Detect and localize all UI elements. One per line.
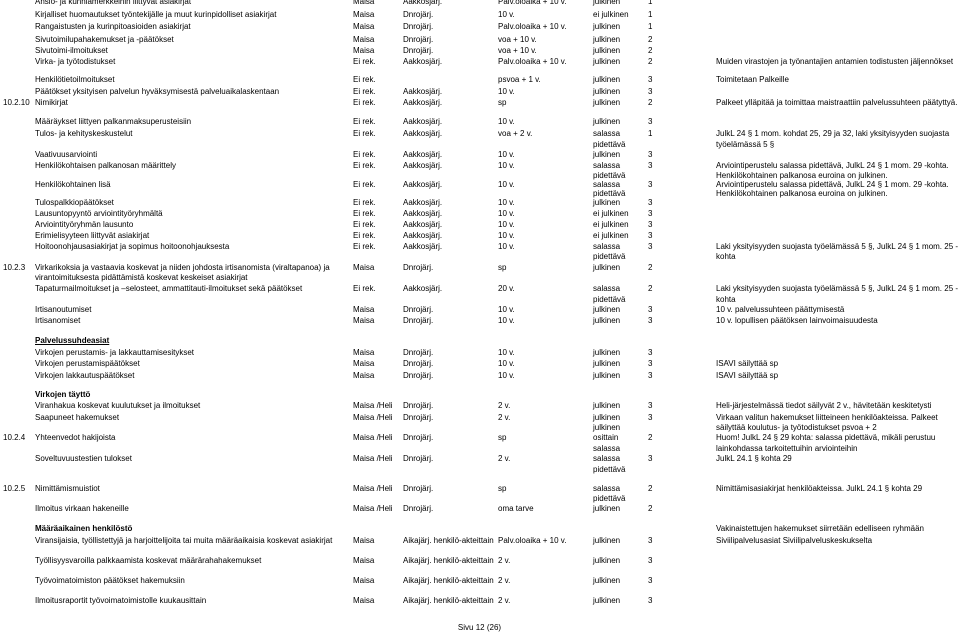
retention-period: Palv.oloaika + 10 v. — [498, 57, 567, 66]
record-organizer: Ei rek. — [353, 198, 376, 207]
record-arrangement: Aakkosjärj. — [403, 0, 443, 6]
record-arrangement: Aakkosjärj. — [403, 231, 443, 240]
record-organizer: Ei rek. — [353, 180, 376, 189]
publicity-status: julkinen — [593, 556, 621, 565]
publicity-status: julkinen — [593, 117, 621, 126]
security-class: 3 — [648, 220, 653, 229]
record-name: Henkilökohtaisen palkanosan määrittely — [35, 161, 176, 170]
record-arrangement: Dnrojärj. — [403, 46, 434, 55]
record-arrangement: Aakkosjärj. — [403, 161, 443, 170]
publicity-status: osittain — [593, 433, 619, 442]
record-organizer: Ei rek. — [353, 87, 376, 96]
retention-period: 10 v. — [498, 231, 515, 240]
section-number: 10.2.4 — [3, 433, 26, 442]
record-name: Virkarikoksia ja vastaavia koskevat ja niiden johdosta irtisanomista (viraltapanoa) ja — [35, 263, 330, 272]
security-class: 2 — [648, 35, 653, 44]
record-note: Laki yksityisyyden suojasta työelämässä 5 §, JulkL 24 § 1 mom. 25 - — [716, 242, 959, 251]
publicity-status: julkinen — [593, 576, 621, 585]
retention-period: Palv.oloaika + 10 v. — [498, 22, 567, 31]
record-name: Nimikirjat — [35, 98, 68, 107]
record-arrangement: Dnrojärj. — [403, 348, 434, 357]
record-note: Muiden virastojen ja työnantajien antamien todistusten jäljennökset — [716, 57, 954, 66]
record-name: Sivutoimilupahakemukset ja -päätökset — [35, 35, 174, 44]
record-arrangement: Dnrojärj. — [403, 371, 434, 380]
record-arrangement: Aakkosjärj. — [403, 242, 443, 251]
record-name: Hoitoonohjausasiakirjat ja sopimus hoitoonohjauksesta — [35, 242, 230, 251]
retention-period: 10 v. — [498, 180, 515, 189]
security-class: 3 — [648, 536, 653, 545]
retention-period: 10 v. — [498, 10, 515, 19]
publicity-status: julkinen — [593, 150, 621, 159]
retention-period: 10 v. — [498, 305, 515, 314]
record-arrangement: Dnrojärj. — [403, 316, 434, 325]
record-organizer: Maisa /Heli — [353, 484, 393, 493]
record-note: JulkL 24 § 1 mom. kohdat 25, 29 ja 32, laki yksityisyyden suojasta — [716, 129, 950, 138]
record-note: Laki yksityisyyden suojasta työelämässä 5 §, JulkL 24 § 1 mom. 25 - — [716, 284, 959, 293]
record-note: Palkeet ylläpitää ja toimittaa maistraattiin palvelussuhteen päätyttyä. — [716, 98, 958, 107]
security-class: 3 — [648, 576, 653, 585]
security-class: 3 — [648, 454, 653, 463]
retention-period: 2 v. — [498, 556, 511, 565]
security-class: 3 — [648, 242, 653, 251]
record-organizer: Maisa — [353, 359, 375, 368]
record-name: Soveltuvuustestien tulokset — [35, 454, 132, 463]
security-class: 3 — [648, 413, 653, 422]
publicity-status: pidettävä — [593, 171, 626, 180]
publicity-status: julkinen — [593, 596, 621, 605]
publicity-status: ei julkinen — [593, 209, 629, 218]
record-organizer: Maisa — [353, 536, 375, 545]
record-note: Arviointiperustelu salassa pidettävä, JulkL 24 § 1 mom. 29 -kohta. — [716, 180, 949, 189]
record-organizer: Ei rek. — [353, 75, 376, 84]
record-note: työelämässä 5 § — [716, 140, 775, 149]
publicity-status: julkinen — [593, 87, 621, 96]
retention-period: 2 v. — [498, 596, 511, 605]
retention-period: 10 v. — [498, 150, 515, 159]
retention-period: 10 v. — [498, 348, 515, 357]
record-organizer: Ei rek. — [353, 231, 376, 240]
record-organizer: Maisa — [353, 22, 375, 31]
publicity-status: julkinen — [593, 423, 621, 432]
record-organizer: Ei rek. — [353, 98, 376, 107]
record-organizer: Ei rek. — [353, 150, 376, 159]
publicity-status: julkinen — [593, 401, 621, 410]
publicity-status: julkinen — [593, 305, 621, 314]
security-class: 2 — [648, 433, 653, 442]
record-name: Arviointityöryhmän lausunto — [35, 220, 134, 229]
record-note: säilyttää koulutus- ja työtodistukset psvoa + 2 — [716, 423, 877, 432]
record-organizer: Ei rek. — [353, 117, 376, 126]
record-organizer: Maisa /Heli — [353, 401, 393, 410]
retention-period: Palv.oloaika + 10 v. — [498, 0, 567, 6]
record-note: Nimittämisasiakirjat henkilöakteissa. JulkL 24.1 § kohta 29 — [716, 484, 923, 493]
security-class: 3 — [648, 231, 653, 240]
security-class: 1 — [648, 22, 653, 31]
record-name: Irtisanoutumiset — [35, 305, 92, 314]
record-organizer: Ei rek. — [353, 242, 376, 251]
record-organizer: Maisa — [353, 596, 375, 605]
record-organizer: Maisa — [353, 46, 375, 55]
security-class: 3 — [648, 161, 653, 170]
publicity-status: pidettävä — [593, 140, 626, 149]
record-note: lainkohdassa tarkoitettuihin arviointeihin — [716, 444, 858, 453]
record-name: Sivutoimi-ilmoitukset — [35, 46, 108, 55]
record-organizer: Ei rek. — [353, 161, 376, 170]
retention-period: 10 v. — [498, 198, 515, 207]
record-organizer: Maisa — [353, 348, 375, 357]
section-heading: Palvelussuhdeasiat — [35, 336, 110, 345]
record-organizer: Ei rek. — [353, 284, 376, 293]
retention-period: 10 v. — [498, 87, 515, 96]
security-class: 2 — [648, 284, 653, 293]
record-arrangement: Dnrojärj. — [403, 401, 434, 410]
section-number: 10.2.3 — [3, 263, 26, 272]
publicity-status: julkinen — [593, 98, 621, 107]
retention-period: 2 v. — [498, 413, 511, 422]
record-organizer: Maisa — [353, 316, 375, 325]
publicity-status: julkinen — [593, 348, 621, 357]
record-arrangement: Dnrojärj. — [403, 263, 434, 272]
publicity-status: pidettävä — [593, 465, 626, 474]
record-name: virantoimituksesta pidättämistä koskevat keskeiset asiakirjat — [35, 273, 248, 282]
publicity-status: salassa — [593, 161, 621, 170]
record-name: Virkojen perustamis- ja lakkauttamisesitykset — [35, 348, 195, 357]
record-name: Saapuneet hakemukset — [35, 413, 120, 422]
record-name: Yhteenvedot hakijoista — [35, 433, 116, 442]
record-name: Henkilökohtainen lisä — [35, 180, 111, 189]
record-name: Työvoimatoimiston päätökset hakemuksiin — [35, 576, 185, 585]
publicity-status: pidettävä — [593, 189, 626, 198]
retention-period: 10 v. — [498, 371, 515, 380]
record-name: Erimielisyyteen liittyvät asiakirjat — [35, 231, 150, 240]
security-class: 3 — [648, 87, 653, 96]
security-class: 2 — [648, 484, 653, 493]
security-class: 3 — [648, 348, 653, 357]
record-name: Ilmoitus virkaan hakeneille — [35, 504, 129, 513]
publicity-status: salassa — [593, 444, 621, 453]
record-arrangement: Dnrojärj. — [403, 10, 434, 19]
record-arrangement: Aakkosjärj. — [403, 150, 443, 159]
retention-period: 10 v. — [498, 161, 515, 170]
record-name: Irtisanomiset — [35, 316, 81, 325]
record-note: Siviilipalvelusasiat Siviilipalveluskeskukselta — [716, 536, 873, 545]
record-name: Päätökset yksityisen palvelun hyväksymisestä palveluaikalaskentaan — [35, 87, 280, 96]
record-organizer: Ei rek. — [353, 220, 376, 229]
record-arrangement: Dnrojärj. — [403, 359, 434, 368]
record-arrangement: Aakkosjärj. — [403, 57, 443, 66]
publicity-status: julkinen — [593, 0, 621, 6]
publicity-status: julkinen — [593, 359, 621, 368]
record-name: Rangaistusten ja kurinpitoasioiden asiakirjat — [35, 22, 191, 31]
record-organizer: Maisa — [353, 305, 375, 314]
publicity-status: ei julkinen — [593, 231, 629, 240]
publicity-status: julkinen — [593, 263, 621, 272]
security-class: 2 — [648, 263, 653, 272]
record-note: Vakinaistettujen hakemukset siirretään edelliseen ryhmään — [716, 524, 924, 533]
publicity-status: pidettävä — [593, 295, 626, 304]
security-class: 3 — [648, 596, 653, 605]
security-class: 3 — [648, 401, 653, 410]
record-organizer: Maisa — [353, 576, 375, 585]
publicity-status: julkinen — [593, 371, 621, 380]
record-arrangement: Aakkosjärj. — [403, 129, 443, 138]
publicity-status: salassa — [593, 484, 621, 493]
record-organizer: Ei rek. — [353, 57, 376, 66]
record-name: Viransijaisia, työllistettyjä ja harjoittelijoita tai muita määräaikaisia koskevat asiakirjat — [35, 536, 333, 545]
retention-period: sp — [498, 484, 507, 493]
record-name: Tapaturmailmoitukset ja –selosteet, ammattitauti-ilmoitukset sekä päätökset — [35, 284, 303, 293]
publicity-status: julkinen — [593, 57, 621, 66]
record-organizer: Maisa — [353, 263, 375, 272]
record-note: ISAVI säilyttää sp — [716, 371, 779, 380]
security-class: 2 — [648, 57, 653, 66]
security-class: 1 — [648, 0, 653, 6]
record-name: Määräykset liittyen palkanmaksuperusteisiin — [35, 117, 192, 126]
record-arrangement: Aakkosjärj. — [403, 284, 443, 293]
record-organizer: Maisa — [353, 371, 375, 380]
record-arrangement: Dnrojärj. — [403, 305, 434, 314]
record-arrangement: Aakkosjärj. — [403, 98, 443, 107]
record-name: Virka- ja työtodistukset — [35, 57, 116, 66]
record-arrangement: Aakkosjärj. — [403, 220, 443, 229]
retention-period: sp — [498, 98, 507, 107]
record-organizer: Maisa /Heli — [353, 413, 393, 422]
record-organizer: Maisa — [353, 0, 375, 6]
record-name: Ilmoitusraportit työvoimatoimistolle kuukausittain — [35, 596, 207, 605]
retention-period: 2 v. — [498, 576, 511, 585]
record-arrangement: Aakkosjärj. — [403, 198, 443, 207]
publicity-status: julkinen — [593, 198, 621, 207]
security-class: 3 — [648, 359, 653, 368]
security-class: 1 — [648, 129, 653, 138]
record-name: Virkojen perustamispäätökset — [35, 359, 140, 368]
record-organizer: Maisa — [353, 10, 375, 19]
record-arrangement: Aakkosjärj. — [403, 209, 443, 218]
record-organizer: Maisa /Heli — [353, 433, 393, 442]
publicity-status: ei julkinen — [593, 10, 629, 19]
record-organizer: Maisa — [353, 35, 375, 44]
record-name: Henkilötietoilmoitukset — [35, 75, 115, 84]
page-footer: Sivu 12 (26) — [457, 623, 502, 632]
record-note: ISAVI säilyttää sp — [716, 359, 779, 368]
publicity-status: salassa — [593, 129, 621, 138]
record-arrangement: Aikajärj. henkilö-akteittain — [403, 556, 494, 565]
security-class: 3 — [648, 316, 653, 325]
record-name: Lausuntopyyntö arviointityöryhmältä — [35, 209, 163, 218]
record-name: Vaativuusarviointi — [35, 150, 98, 159]
record-name: Tulospalkkiopäätökset — [35, 198, 114, 207]
publicity-status: pidettävä — [593, 494, 626, 503]
record-arrangement: Aikajärj. henkilö-akteittain — [403, 536, 494, 545]
record-note: Arviointiperustelu salassa pidettävä, JulkL 24 § 1 mom. 29 -kohta. — [716, 161, 949, 170]
record-organizer: Ei rek. — [353, 129, 376, 138]
record-note: Toimitetaan Palkeille — [716, 75, 789, 84]
record-arrangement: Aikajärj. henkilö-akteittain — [403, 576, 494, 585]
security-class: 3 — [648, 371, 653, 380]
record-organizer: Maisa /Heli — [353, 454, 393, 463]
security-class: 1 — [648, 10, 653, 19]
record-note: Heli-järjestelmässä tiedot säilyvät 2 v., hävitetään keskitetysti — [716, 401, 932, 410]
retention-period: psvoa + 1 v. — [498, 75, 541, 84]
record-note: Huom! JulkL 24 § 29 kohta: salassa pidettävä, mikäli perustuu — [716, 433, 936, 442]
record-organizer: Maisa — [353, 556, 375, 565]
publicity-status: salassa — [593, 242, 621, 251]
record-arrangement: Aakkosjärj. — [403, 117, 443, 126]
record-note: kohta — [716, 252, 736, 261]
publicity-status: julkinen — [593, 504, 621, 513]
retention-period: 2 v. — [498, 401, 511, 410]
retention-period: Palv.oloaika + 10 v. — [498, 536, 567, 545]
publicity-status: salassa — [593, 454, 621, 463]
retention-period: voa + 10 v. — [498, 35, 537, 44]
retention-period: sp — [498, 433, 507, 442]
publicity-status: julkinen — [593, 316, 621, 325]
publicity-status: ei julkinen — [593, 220, 629, 229]
publicity-status: julkinen — [593, 35, 621, 44]
record-arrangement: Dnrojärj. — [403, 35, 434, 44]
retention-period: 2 v. — [498, 454, 511, 463]
retention-period: 10 v. — [498, 117, 515, 126]
record-arrangement: Aakkosjärj. — [403, 87, 443, 96]
record-name: Kirjalliset huomautukset työntekijälle ja muut kurinpidolliset asiakirjat — [35, 10, 277, 19]
section-heading: Määräaikainen henkilöstö — [35, 524, 133, 533]
security-class: 3 — [648, 117, 653, 126]
record-name: Viranhakua koskevat kuulutukset ja ilmoitukset — [35, 401, 201, 410]
record-arrangement: Aikajärj. henkilö-akteittain — [403, 596, 494, 605]
record-arrangement: Dnrojärj. — [403, 22, 434, 31]
retention-period: 10 v. — [498, 316, 515, 325]
record-organizer: Maisa /Heli — [353, 504, 393, 513]
retention-period: 20 v. — [498, 284, 515, 293]
publicity-status: julkinen — [593, 536, 621, 545]
record-arrangement: Dnrojärj. — [403, 504, 434, 513]
record-note: 10 v. palvelussuhteen päättymisestä — [716, 305, 845, 314]
publicity-status: salassa — [593, 180, 621, 189]
section-number: 10.2.10 — [3, 98, 30, 107]
record-arrangement: Dnrojärj. — [403, 484, 434, 493]
record-name: Virkojen lakkautuspäätökset — [35, 371, 135, 380]
retention-period: 10 v. — [498, 220, 515, 229]
retention-period: 10 v. — [498, 209, 515, 218]
publicity-status: julkinen — [593, 413, 621, 422]
security-class: 2 — [648, 504, 653, 513]
retention-period: oma tarve — [498, 504, 534, 513]
record-arrangement: Aakkosjärj. — [403, 180, 443, 189]
security-class: 3 — [648, 305, 653, 314]
security-class: 3 — [648, 75, 653, 84]
security-class: 2 — [648, 46, 653, 55]
publicity-status: salassa — [593, 284, 621, 293]
publicity-status: pidettävä — [593, 252, 626, 261]
record-name: Ansio- ja kunniamerkkeihin liittyvät asiakirjat — [35, 0, 192, 6]
retention-period: 10 v. — [498, 359, 515, 368]
retention-period: voa + 2 v. — [498, 129, 533, 138]
record-note: JulkL 24.1 § kohta 29 — [716, 454, 792, 463]
publicity-status: julkinen — [593, 46, 621, 55]
publicity-status: julkinen — [593, 22, 621, 31]
security-class: 3 — [648, 150, 653, 159]
record-note: Henkilökohtainen palkanosa euroina on julkinen. — [716, 171, 888, 180]
section-number: 10.2.5 — [3, 484, 26, 493]
record-name: Tulos- ja kehityskeskustelut — [35, 129, 133, 138]
publicity-status: julkinen — [593, 75, 621, 84]
record-arrangement: Dnrojärj. — [403, 433, 434, 442]
record-organizer: Ei rek. — [353, 209, 376, 218]
record-note: 10 v. lopullisen päätöksen lainvoimaisuudesta — [716, 316, 878, 325]
record-name: Työllisyysvaroilla palkkaamista koskevat määrärahahakemukset — [35, 556, 262, 565]
section-heading: Virkojen täyttö — [35, 390, 91, 399]
security-class: 3 — [648, 209, 653, 218]
record-arrangement: Dnrojärj. — [403, 413, 434, 422]
retention-period: 10 v. — [498, 242, 515, 251]
security-class: 3 — [648, 556, 653, 565]
record-note: Henkilökohtainen palkanosa euroina on julkinen. — [716, 189, 888, 198]
security-class: 2 — [648, 98, 653, 107]
record-note: kohta — [716, 295, 736, 304]
retention-period: sp — [498, 263, 507, 272]
security-class: 3 — [648, 198, 653, 207]
record-name: Nimittämismuistiot — [35, 484, 100, 493]
record-arrangement: Dnrojärj. — [403, 454, 434, 463]
security-class: 3 — [648, 180, 653, 189]
retention-period: voa + 10 v. — [498, 46, 537, 55]
record-note: Virkaan valitun hakemukset liitteineen henkilöakteissa. Palkeet — [716, 413, 938, 422]
